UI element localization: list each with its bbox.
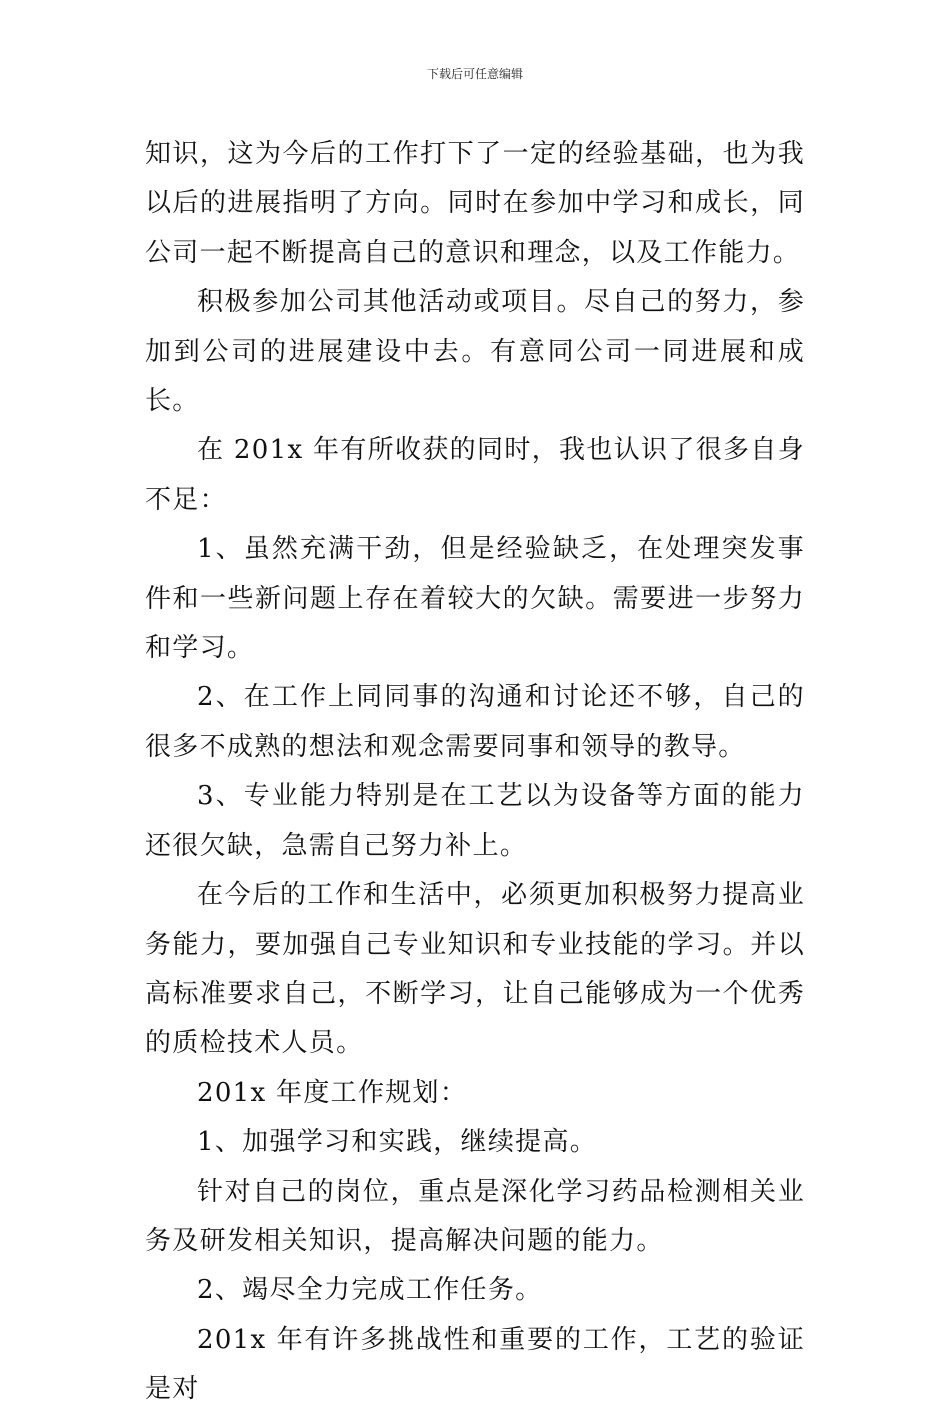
paragraph: 在今后的工作和生活中，必须更加积极努力提高业务能力，要加强自己专业知识和专业技能的学习。并以高标准要求自己，不断学习，让自己能够成为一个优秀的质检技术人员。 — [145, 880, 805, 1059]
paragraph: 在 201x 年有所收获的同时，我也认识了很多自身不足： — [145, 435, 805, 515]
paragraph: 1、虽然充满干劲，但是经验缺乏，在处理突发事件和一些新问题上存在着较大的欠缺。需要进一步努力和学习。 — [145, 534, 805, 664]
paragraph: 针对自己的岗位，重点是深化学习药品检测相关业务及研发相关知识，提高解决问题的能力。 — [145, 1176, 805, 1256]
paragraph: 知识，这为今后的工作打下了一定的经验基础，也为我以后的进展指明了方向。同时在参加中学习和成长，同公司一起不断提高自己的意识和理念，以及工作能力。 — [145, 139, 805, 268]
paragraph: 2、在工作上同同事的沟通和讨论还不够，自己的很多不成熟的想法和观念需要同事和领导的教导。 — [145, 682, 805, 762]
paragraph: 积极参加公司其他活动或项目。尽自己的努力，参加到公司的进展建设中去。有意同公司一同进展和成长。 — [145, 287, 805, 417]
paragraph: 201x 年度工作规划： — [197, 1077, 468, 1108]
paragraph: 201x 年有许多挑战性和重要的工作，工艺的验证是对 — [145, 1324, 805, 1405]
paragraph: 2、竭尽全力完成工作任务。 — [197, 1275, 543, 1306]
paragraph: 1、加强学习和实践，继续提高。 — [197, 1127, 598, 1158]
page-header: 下载后可任意编辑 — [426, 67, 523, 81]
document-body — [145, 130, 805, 1415]
paragraph: 3、专业能力特别是在工艺以为设备等方面的能力还很欠缺，急需自己努力补上。 — [145, 781, 805, 861]
